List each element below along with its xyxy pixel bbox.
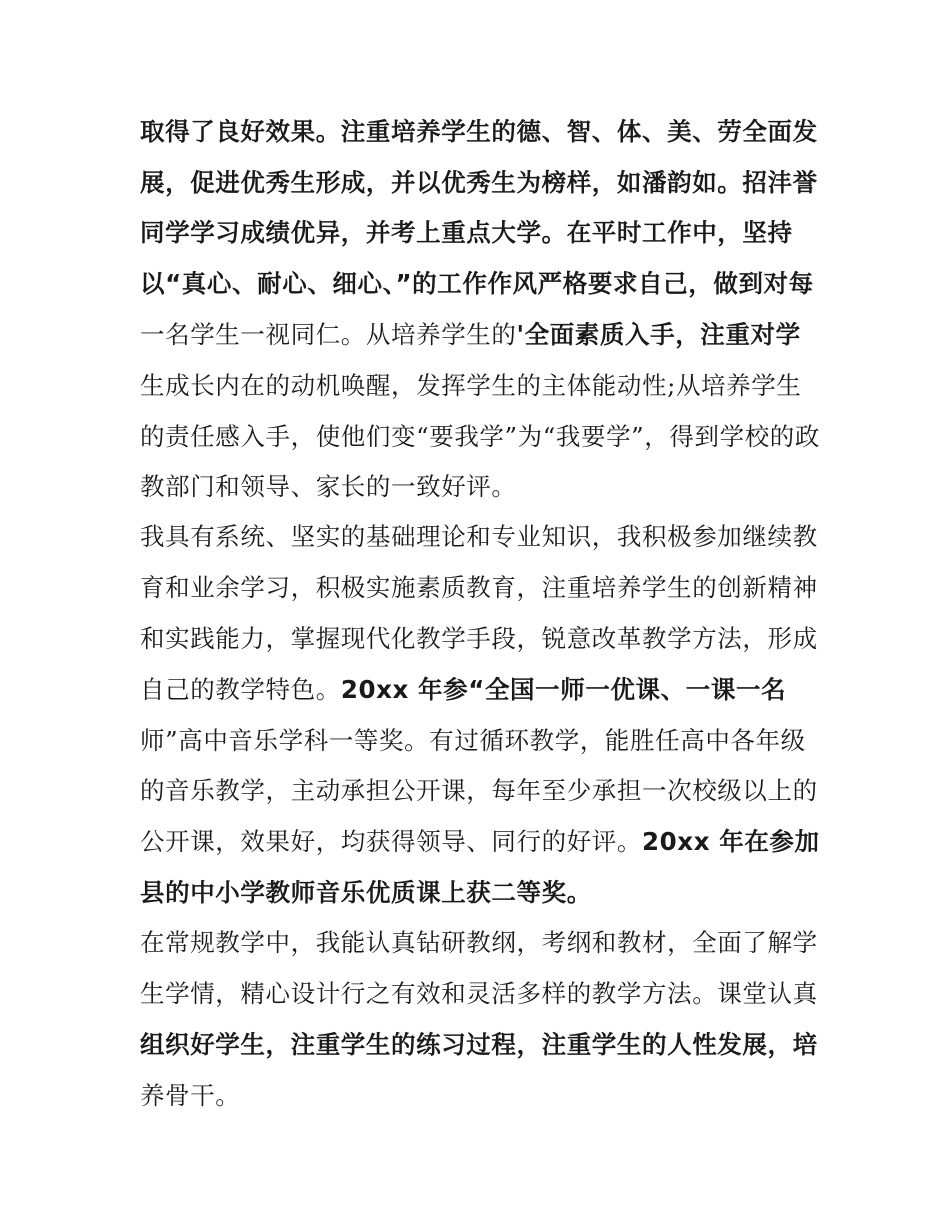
text-line — [140, 675, 786, 706]
text-segment: 一名学生一视同仁。从培养学生的 — [140, 320, 517, 349]
text-line: 取得了良好效果。注重培养学生的德、智、体、美、劳全面发 — [140, 117, 818, 146]
text-segment: 公开课，效果好，均获得领导、同行的好评。 — [140, 827, 642, 856]
text-line: 和实践能力，掌握现代化教学手段，锐意改革教学方法，形成 — [140, 624, 818, 653]
text-line: 展，促进优秀生形成，并以优秀生为榜样，如潘韵如。招沣誉 — [140, 168, 818, 197]
text-segment: 自己的教学特色。 — [140, 675, 341, 704]
text-line: 同学学习成绩优异，并考上重点大学。在平时工作中，坚持 — [140, 218, 793, 247]
text-line — [140, 827, 820, 858]
text-segment: 20xx 年在参加 — [642, 827, 820, 856]
text-line: 县的中小学教师音乐优质课上获二等奖。 — [140, 878, 592, 907]
text-line: 的责任感入手，使他们变“要我学”为“我要学”，得到学校的政 — [140, 422, 820, 451]
text-line: 生成长内在的动机唤醒，发挥学生的主体能动性;从培养学生 — [140, 371, 802, 400]
text-line: 组织好学生，注重学生的练习过程，注重学生的人性发展，培 — [140, 1030, 818, 1059]
text-line: 的音乐教学，主动承担公开课，每年至少承担一次校级以上的 — [140, 776, 818, 805]
text-line: 养骨干。 — [140, 1081, 241, 1110]
text-line: 我具有系统、坚实的基础理论和专业知识，我积极参加继续教 — [140, 522, 818, 551]
text-line: 在常规教学中，我能认真钻研教纲，考纲和教材，全面了解学 — [140, 928, 818, 957]
text-line: 以“真心、耐心、细心、”的工作作风严格要求自己，做到对每 — [140, 269, 814, 298]
text-line — [140, 320, 801, 351]
text-line: 教部门和领导、家长的一致好评。 — [140, 472, 517, 501]
text-line: 育和业余学习，积极实施素质教育，注重培养学生的创新精神 — [140, 573, 818, 602]
text-line: 生学情，精心设计行之有效和灵活多样的教学方法。课堂认真 — [140, 979, 818, 1008]
text-segment: 20xx 年参“全国一师一优课、一课一名 — [340, 675, 787, 704]
text-segment: '全面素质入手，注重对学 — [516, 320, 801, 349]
text-line: 师”高中音乐学科一等奖。有过循环教学，能胜任高中各年级 — [140, 726, 806, 755]
